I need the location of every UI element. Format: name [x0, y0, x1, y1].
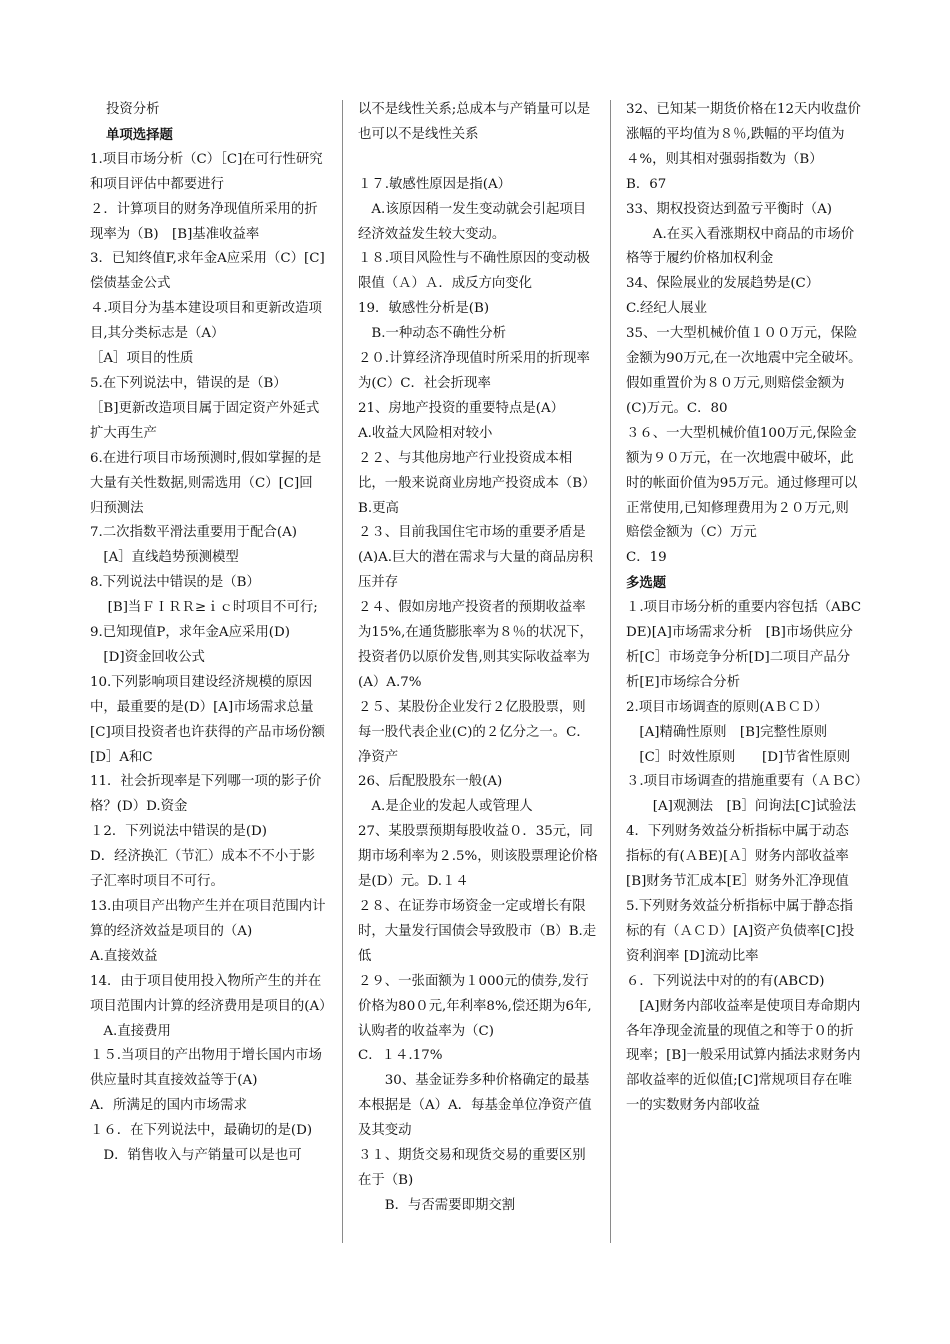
answer-text: [C］时效性原则 [D]节省性原则 [626, 749, 851, 765]
question-text: 27、某股票预期每股收益０．35元，同期市场利率为２.5%，则该股票理论价格是(D）元。D.１４ [358, 824, 598, 890]
section-heading-single-choice: 单项选择题 [106, 126, 173, 143]
question-text: 35、一大型机械价值１００万元，保险金额为90万元,在一次地震中完全破坏。假如重置价为８０万元,则赔偿金额为(C)万元。C．80 [626, 326, 862, 416]
question-text: ２０.计算经济净现值时所采用的折现率为(C）C．社会折现率 [358, 351, 590, 391]
question-text: ６．下列说法中对的的有(ABCD) [626, 973, 825, 989]
question-text: ２２、与其他房地产行业投资成本相比，一般来说商业房地产投资成本（B） [358, 450, 596, 491]
question-text: ３１、期货交易和现货交易的重要区别在于（B) [358, 1148, 586, 1188]
answer-text: D．销售收入与产销量可以是也可 [90, 1148, 302, 1164]
question-text: ３.项目市场调查的措施重要有（ＡＢC） [626, 774, 869, 790]
answer-text: ［A］项目的性质 [90, 351, 194, 367]
question-text: 6.在进行项目市场预测时,假如掌握的是大量有关性数据,则需选用（C）[C]回归预测法 [90, 450, 322, 516]
answer-text: A.是企业的发起人或管理人 [358, 799, 533, 815]
question-text: 34、保险展业的发展趋势是(C） [626, 276, 820, 292]
question-text: 9.已知现值P，求年金A应采用(D) [90, 625, 290, 641]
question-text: １.项目市场分析的重要内容包括（ABCDE)[A]市场需求分析 [B]市场供应分析[C］市场竞争分析[D]二项目产品分析[E]市场综合分析 [626, 600, 862, 690]
question-text: ２．计算项目的财务净现值所采用的折现率为（B) [B]基准收益率 [90, 201, 318, 242]
question-text: ２４、假如房地产投资者的预期收益率为15%,在通货膨胀率为８％的状况下，投资者仍以原价发售,则其实际收益率为(A）A.7% [358, 600, 593, 690]
answer-text: [D]资金回收公式 [90, 649, 205, 665]
answer-text: B.更高 [358, 500, 399, 516]
answer-text: A.在买入看涨期权中商品的市场价格等于履约价格加权利金 [626, 226, 855, 267]
answer-text: [B]当ＦＩＲＲ≥ｉｃ时项目不可行; [90, 600, 318, 616]
section-heading-multiple-choice: 多选题 [626, 575, 667, 592]
answer-text: A.直接费用 [90, 1023, 171, 1039]
question-text: 7.二次指数平滑法重要用于配合(A) [90, 525, 297, 541]
answer-text: C．19 [626, 550, 667, 566]
question-text: 26、后配股股东一般(A) [358, 774, 503, 790]
question-text: ２３、目前我国住宅市场的重要矛盾是(A)A.巨大的潜在需求与大量的商品房积压并存 [358, 525, 593, 591]
answer-text: C.经纪人展业 [626, 301, 707, 317]
question-text: 19．敏感性分析是(B) [358, 301, 490, 317]
answer-text: B．67 [626, 176, 667, 192]
question-text: 30、基金证券多种价格确定的最基本根据是（A）A．每基金单位净资产值及其变动 [358, 1073, 592, 1139]
question-text: 1.项目市场分析（C）［C]在可行性研究和项目评估中都要进行 [90, 151, 323, 192]
answer-text: [A]财务内部收益率是使项目寿命期内各年净现金流量的现值之和等于０的折现率；[B]一般采用试算内插法求财务内部收益率的近似值;[C]常规项目存在唯一的实数财务内部收益 [626, 998, 861, 1114]
answer-text: ［B]更新改造项目属于固定资产外延式扩大再生产 [90, 400, 320, 441]
question-text: 10.下列影响项目建设经济规模的原因中，最重要的是(D）[A]市场需求总量 [C]项目投资者也许获得的产品市场份额 [D］A和C [90, 674, 327, 765]
column-divider [610, 100, 611, 1243]
question-text: １６．在下列说法中，最确切的是(D) [90, 1123, 313, 1139]
question-text: １2．下列说法中错误的是(D) [90, 824, 267, 840]
question-text: 2.项目市场调查的原则(AＢＣＤ） [626, 699, 828, 715]
question-text: 11．社会折现率是下列哪一项的影子价格？(D）D.资金 [90, 774, 322, 815]
question-text: １８.项目风险性与不确性原因的变动极限值（Ａ）Ａ．成反方向变化 [358, 251, 590, 292]
question-text: 33、期权投资达到盈亏平衡时（A) [626, 201, 833, 217]
question-text: ２５、某股份企业发行２亿股股票，则每一股代表企业(C)的２亿分之一。C．净资产 [358, 699, 590, 765]
question-text: 32、已知某一期货价格在12天内收盘价涨幅的平均值为８％,跌幅的平均值为４%，则其相对强弱指数为（B） [626, 102, 861, 167]
answer-text: 以不是线性关系;总成本与产销量可以是也可以不是线性关系 [358, 102, 591, 142]
question-text: 4．下列财务效益分析指标中属于动态指标的有(ＡBE)[Ａ］财务内部收益率 [B]财务节汇成本[E］财务外汇净现值 [626, 824, 863, 890]
question-text: ３６、一大型机械价值100万元,保险金额为９０万元，在一次地震中破坏，此时的帐面价值为95万元。通过修理可以正常使用,已知修理费用为２０万元,则赔偿金额为（C）万元 [626, 425, 858, 541]
column-middle [358, 98, 598, 1219]
blank-line [358, 148, 598, 173]
question-text: 14．由于项目使用投入物所产生的并在项目范围内计算的经济费用是项目的(A） [90, 973, 333, 1014]
answer-text: A.直接效益 [90, 948, 158, 964]
question-text: 13.由项目产出物产生并在项目范围内计算的经济效益是项目的（A) [90, 899, 326, 939]
question-text: ４.项目分为基本建设项目和更新改造项目,其分类标志是（A） [90, 301, 322, 342]
answer-text: [A]观测法 [B］问询法[C]试验法 [626, 799, 856, 815]
answer-text: [A]精确性原则 [B]完整性原则 [626, 724, 828, 740]
column-left [90, 98, 333, 1169]
answer-text: A.该原因稍一发生变动就会引起项目经济效益发生较大变动。 [358, 201, 587, 242]
column-divider [342, 100, 343, 1243]
question-text: ２８、在证券市场资金一定或增长有限时，大量发行国债会导致股市（B）B.走低 [358, 899, 597, 964]
question-text: １５.当项目的产出物用于增长国内市场供应量时其直接效益等于(A) [90, 1048, 322, 1089]
question-text: 5.下列财务效益分析指标中属于静态指标的有（ＡＣＤ）[A]资产负债率[C]投资利润率 [D]流动比率 [626, 899, 855, 964]
answer-text: D．经济换汇（节汇）成本不不小于影子汇率时项目不可行。 [90, 849, 315, 890]
question-text: ２９、一张面额为１000元的债券,发行价格为80０元,年利率8%,偿还期为6年,认购者的收益率为（C) [358, 973, 592, 1039]
answer-text: B．与否需要即期交割 [358, 1197, 516, 1213]
answer-text: C．１４.17% [358, 1048, 443, 1064]
question-text: １７.敏感性原因是指(A） [358, 176, 512, 192]
question-text: 8.下列说法中错误的是（B） [90, 575, 260, 591]
column-right [626, 98, 869, 1119]
question-text: 21、房地产投资的重要特点是(A） [358, 400, 565, 416]
answer-text: A．所满足的国内市场需求 [90, 1098, 247, 1114]
answer-text: [A］直线趋势预测模型 [90, 550, 239, 566]
answer-text: B.一种动态不确性分析 [358, 326, 507, 342]
answer-text: A.收益大风险相对较小 [358, 425, 493, 441]
question-text: 5.在下列说法中，错误的是（B） [90, 375, 287, 391]
question-text: 3．已知终值F,求年金A应采用（C）[C]偿债基金公式 [90, 251, 325, 292]
document-title: 投资分析 [106, 102, 160, 117]
